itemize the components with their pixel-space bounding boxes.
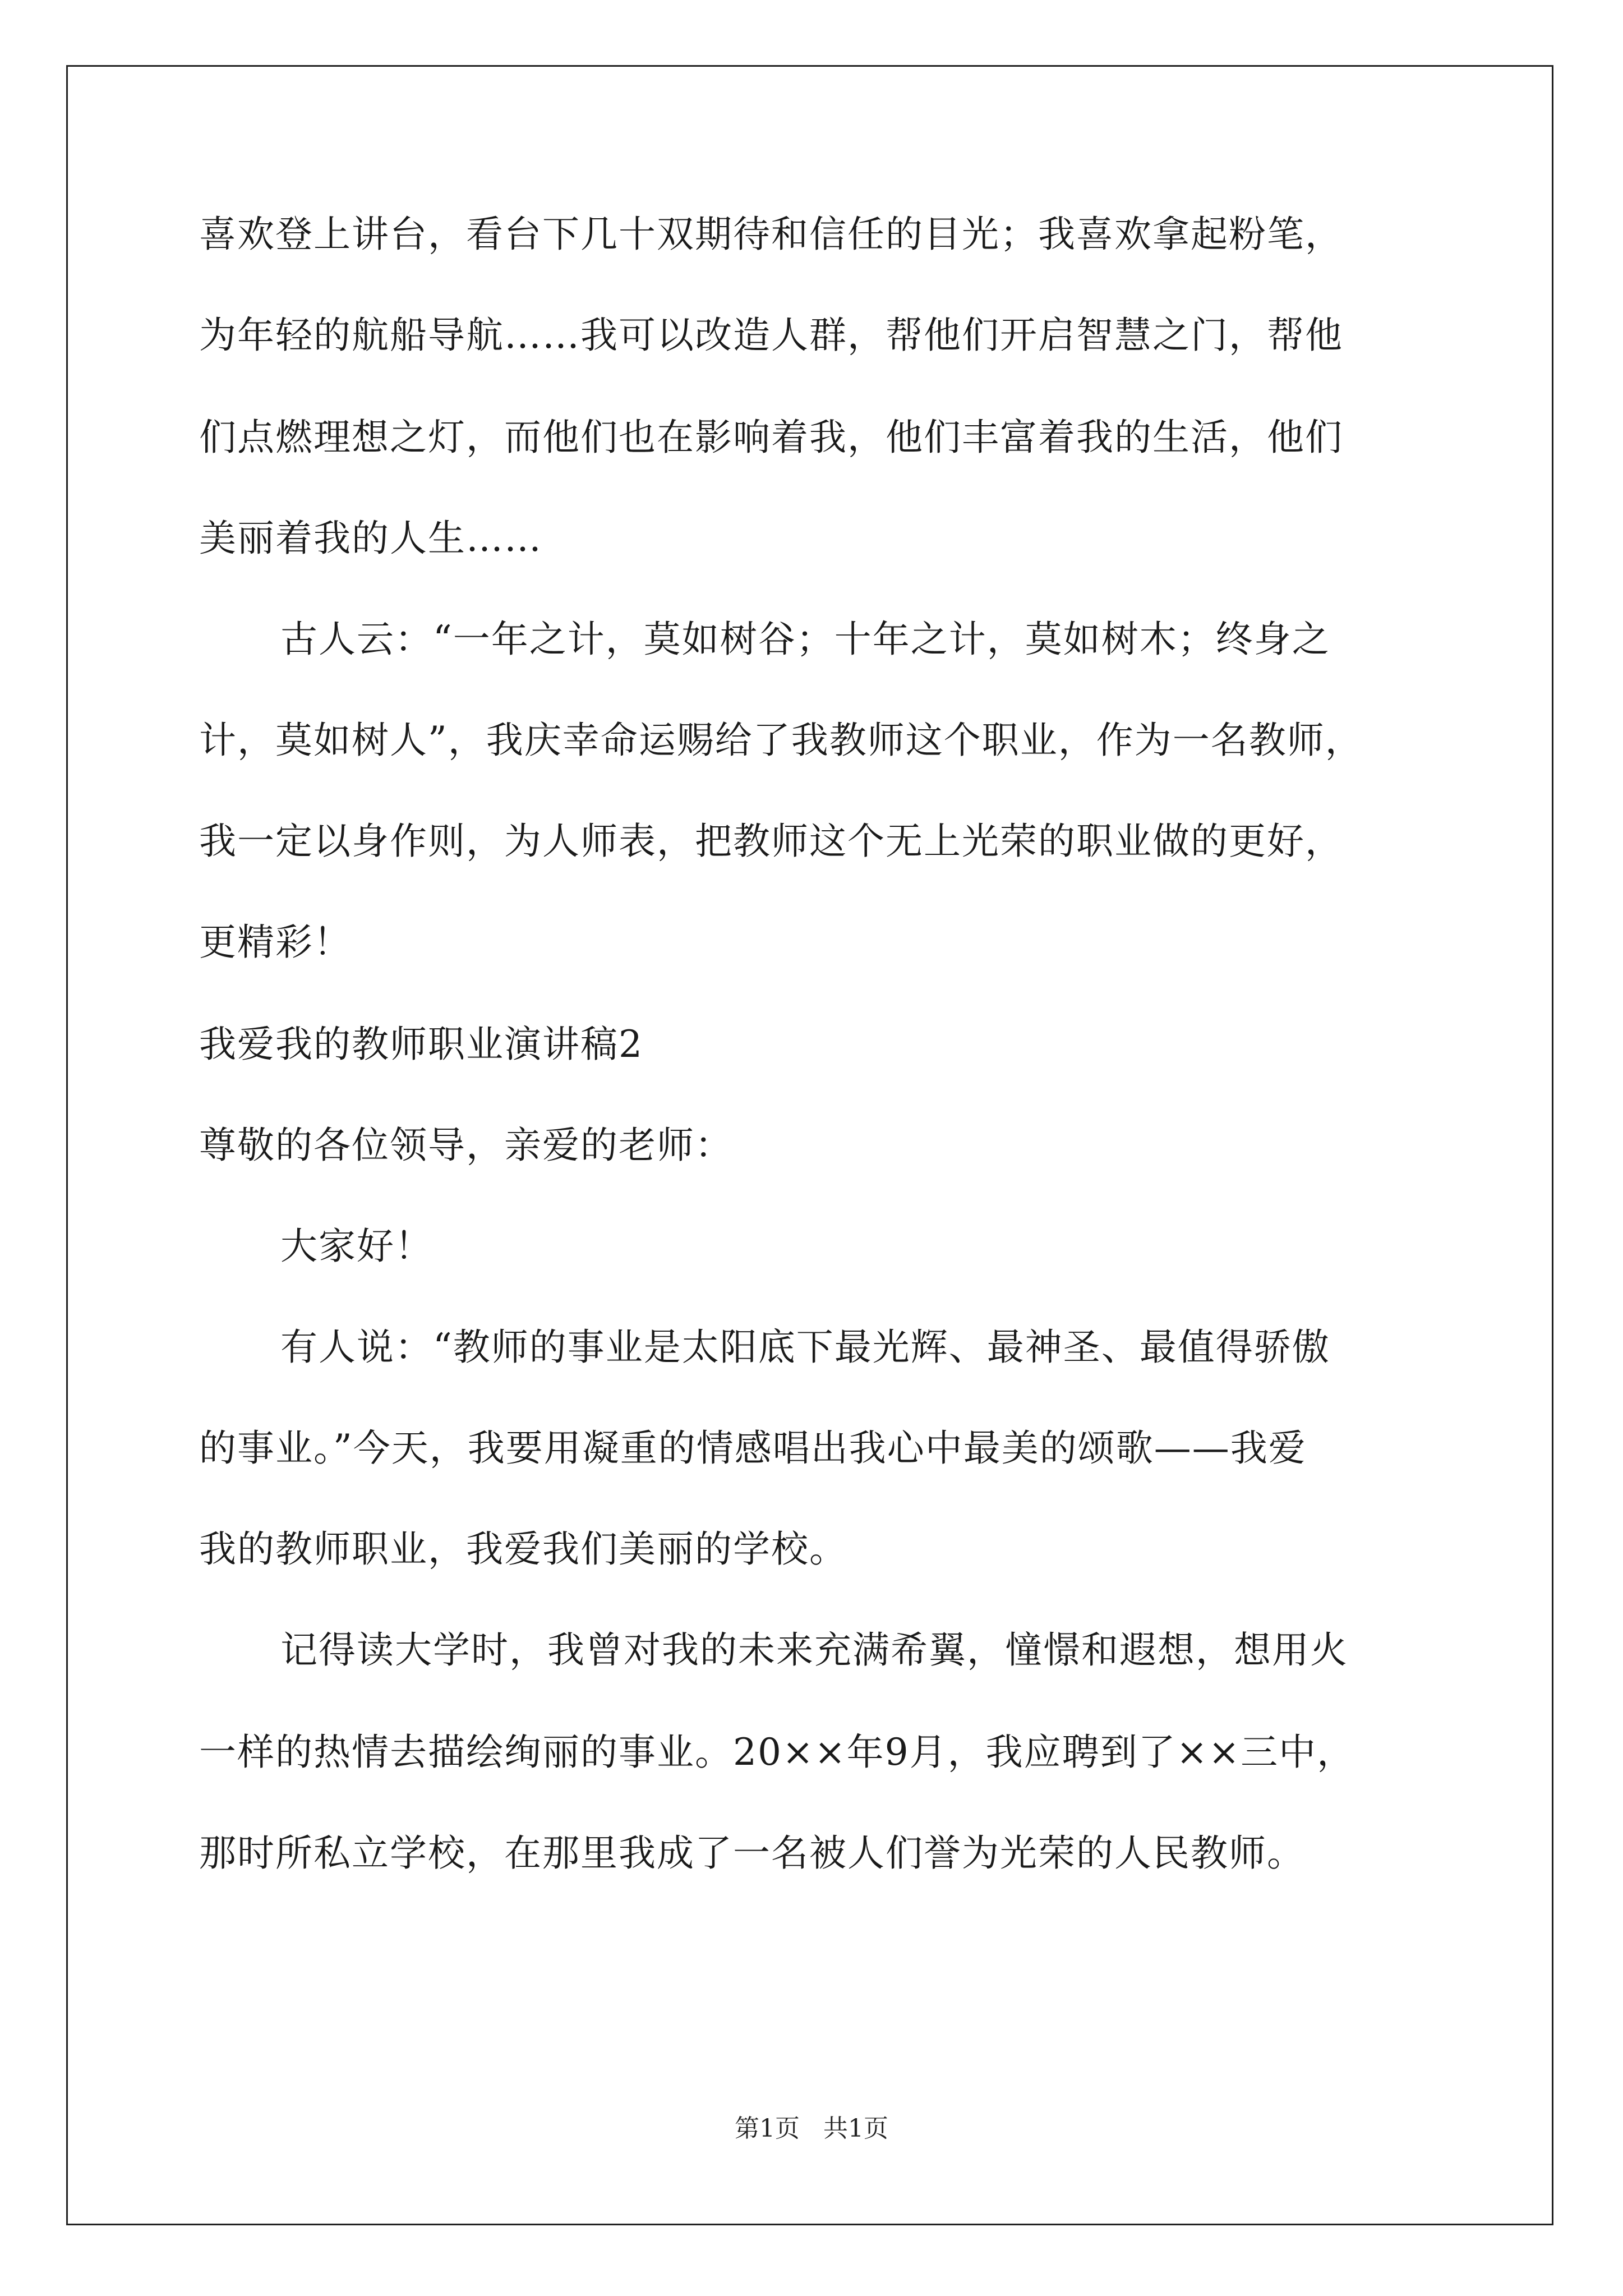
body-line-1: 喜欢登上讲台，看台下几十双期待和信任的目光；我喜欢拿起粉笔， bbox=[199, 213, 1343, 256]
greeting: 大家好！ bbox=[280, 1225, 433, 1268]
body-line-17: 那时所私立学校，在那里我成了一名被人们誉为光荣的人民教师。 bbox=[199, 1832, 1305, 1875]
body-line-16: 一样的热情去描绘绚丽的事业。20××年9月，我应聘到了××三中， bbox=[199, 1731, 1355, 1774]
section-heading: 我爱我的教师职业演讲稿2 bbox=[199, 1023, 643, 1066]
body-line-3: 们点燃理想之灯，而他们也在影响着我，他们丰富着我的生活，他们 bbox=[199, 416, 1343, 459]
body-line-7: 我一定以身作则，为人师表，把教师这个无上光荣的职业做的更好， bbox=[199, 820, 1343, 863]
body-line-2: 为年轻的航船导航……我可以改造人群，帮他们开启智慧之门，帮他 bbox=[199, 314, 1343, 357]
body-line-8: 更精彩！ bbox=[199, 921, 352, 964]
body-line-12: 有人说：“教师的事业是太阳底下最光辉、最神圣、最值得骄傲 bbox=[280, 1326, 1330, 1369]
body-line-4: 美丽着我的人生…… bbox=[199, 517, 542, 560]
body-line-5: 古人云：“一年之计，莫如树谷；十年之计，莫如树木；终身之 bbox=[280, 618, 1330, 661]
body-line-14: 我的教师职业，我爱我们美丽的学校。 bbox=[199, 1527, 847, 1571]
salutation: 尊敬的各位领导，亲爱的老师： bbox=[199, 1124, 733, 1167]
body-line-15: 记得读大学时，我曾对我的未来充满希翼，憧憬和遐想，想用火 bbox=[280, 1628, 1348, 1672]
page-footer: 第1页 共1页 bbox=[735, 2114, 888, 2143]
body-line-13: 的事业。”今天，我要用凝重的情感唱出我心中最美的颂歌——我爱 bbox=[199, 1427, 1307, 1470]
body-line-6: 计，莫如树人”，我庆幸命运赐给了我教师这个职业，作为一名教师， bbox=[199, 719, 1363, 762]
